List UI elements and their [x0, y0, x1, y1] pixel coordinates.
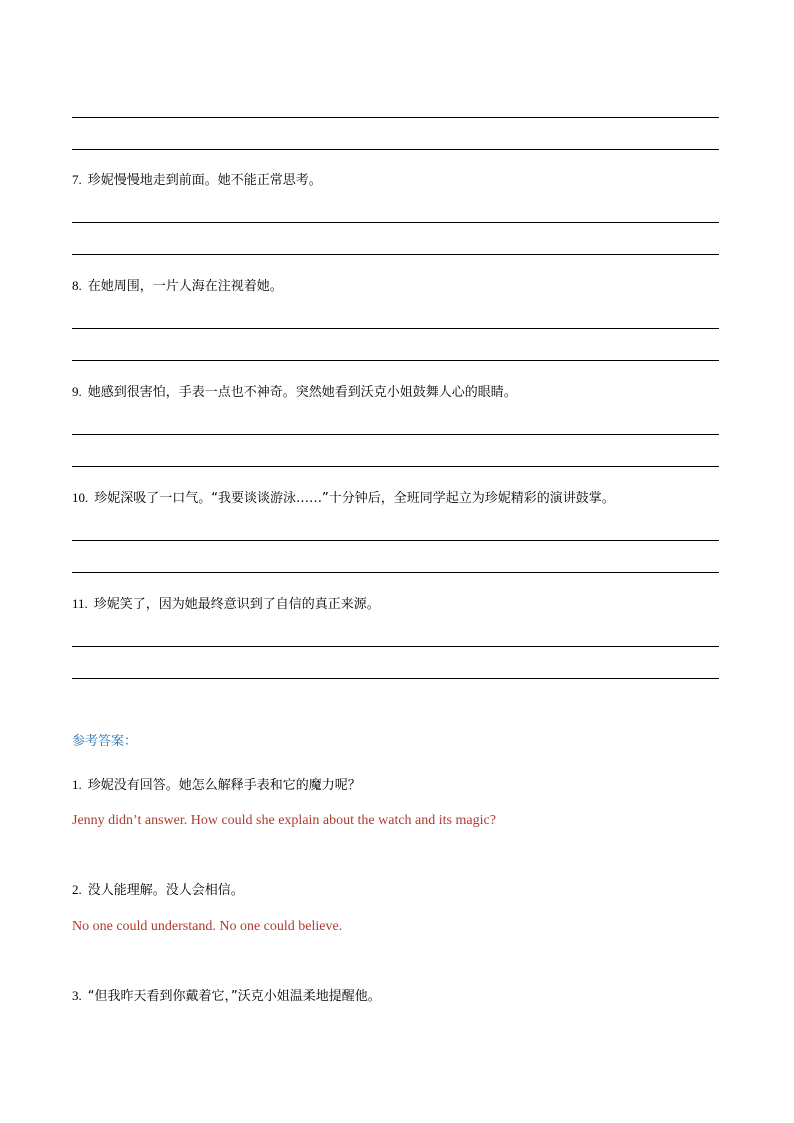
question-number: 10.	[72, 490, 89, 505]
answer-line	[72, 360, 719, 361]
question-text: 珍妮笑了，因为她最终意识到了自信的真正来源。	[93, 597, 380, 612]
question-text: 她感到很害怕，手表一点也不神奇。突然她看到沃克小姐鼓舞人心的眼睛。	[87, 385, 517, 400]
answer-line	[72, 222, 719, 223]
question-10	[72, 489, 615, 508]
answer-line	[72, 254, 719, 255]
answer-line	[72, 328, 719, 329]
question-8	[72, 277, 283, 296]
reference-zh-text: “但我昨天看到你戴着它，”沃克小姐温柔地提醒他。	[87, 989, 381, 1004]
reference-number: 1.	[72, 777, 82, 792]
answer-line	[72, 149, 719, 150]
reference-number: 3.	[72, 988, 82, 1003]
answer-line	[72, 572, 719, 573]
question-number: 11.	[72, 596, 88, 611]
answer-line	[72, 540, 719, 541]
reference-zh-text: 没人能理解。没人会相信。	[87, 883, 244, 898]
reference-answers-title: 参考答案：	[72, 734, 138, 749]
question-7	[72, 171, 322, 190]
answer-line	[72, 117, 719, 118]
question-9	[72, 383, 517, 402]
question-text: 珍妮慢慢地走到前面。她不能正常思考。	[87, 173, 322, 188]
reference-zh-text: 珍妮没有回答。她怎么解释手表和它的魔力呢？	[87, 778, 361, 793]
answer-line	[72, 678, 719, 679]
reference-item-1-en: Jenny didn’t answer. How could she explain about the watch and its magic?	[72, 813, 496, 828]
answer-line	[72, 466, 719, 467]
question-number: 8.	[72, 278, 82, 293]
reference-item-2-zh	[72, 881, 244, 900]
question-11	[72, 595, 380, 614]
question-number: 9.	[72, 384, 82, 399]
reference-number: 2.	[72, 882, 82, 897]
reference-item-2-en: No one could understand. No one could believe.	[72, 919, 343, 934]
reference-item-3-zh	[72, 987, 381, 1006]
answer-line	[72, 646, 719, 647]
answer-line	[72, 434, 719, 435]
question-text: 珍妮深吸了一口气。“我要谈谈游泳……”十分钟后，全班同学起立为珍妮精彩的演讲鼓掌。	[94, 491, 615, 506]
reference-item-1-zh	[72, 776, 361, 795]
question-number: 7.	[72, 172, 82, 187]
question-text: 在她周围，一片人海在注视着她。	[87, 279, 283, 294]
